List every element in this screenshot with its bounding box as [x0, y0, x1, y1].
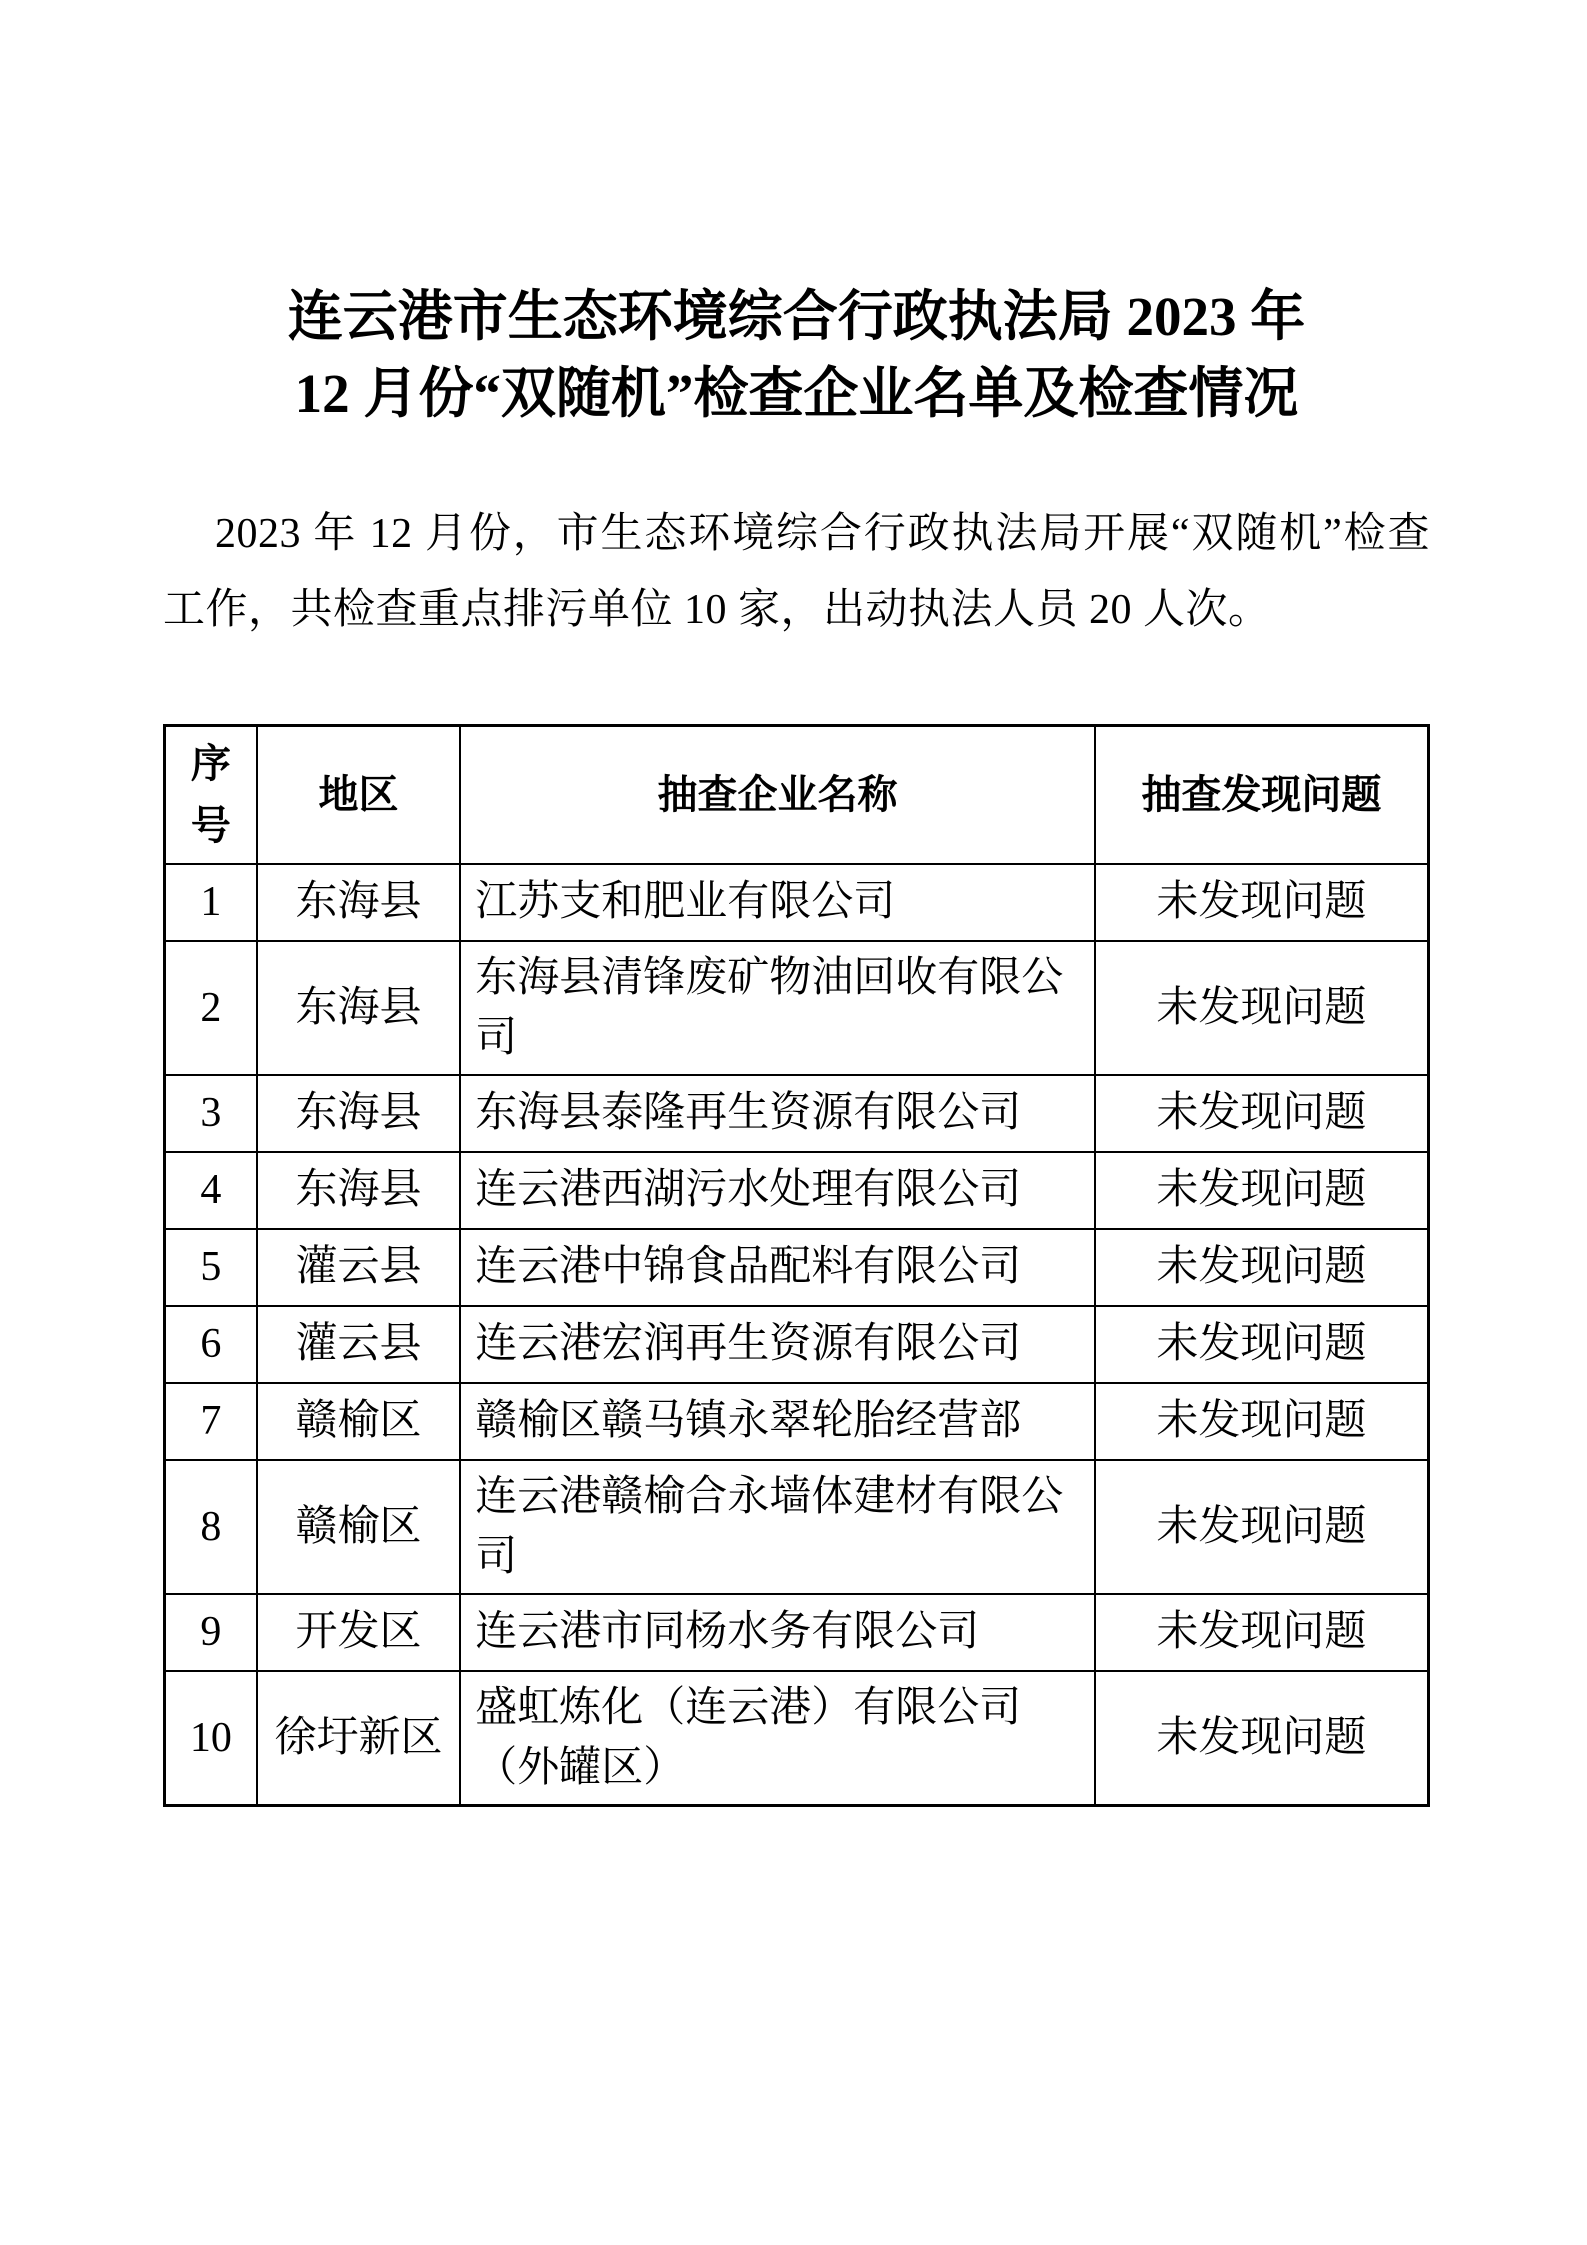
cell-company-name: 盛虹炼化（连云港）有限公司（外罐区） [460, 1671, 1095, 1806]
table-row [165, 1152, 1429, 1229]
cell-inspection-result: 未发现问题 [1095, 1229, 1429, 1306]
cell-serial-number: 4 [165, 1152, 257, 1229]
intro-paragraph: 2023 年 12 月份，市生态环境综合行政执法局开展“双随机”检查工作，共检查重点排污单位 10 家，出动执法人员 20 人次。 [163, 511, 1430, 633]
cell-serial-number: 1 [165, 864, 257, 941]
table-row [165, 1075, 1429, 1152]
cell-region: 灌云县 [257, 1229, 461, 1306]
header-company-name: 抽查企业名称 [460, 726, 1095, 864]
cell-inspection-result: 未发现问题 [1095, 1460, 1429, 1594]
cell-company-name: 连云港市同杨水务有限公司 [460, 1594, 1095, 1671]
cell-region: 徐圩新区 [257, 1671, 461, 1806]
cell-company-name: 东海县清锋废矿物油回收有限公司 [460, 941, 1095, 1075]
cell-inspection-result: 未发现问题 [1095, 1671, 1429, 1806]
table-row [165, 1460, 1429, 1594]
cell-region: 开发区 [257, 1594, 461, 1671]
header-serial-number: 序号 [165, 726, 257, 864]
cell-serial-number: 10 [165, 1671, 257, 1806]
cell-serial-number: 7 [165, 1383, 257, 1460]
cell-company-name: 连云港西湖污水处理有限公司 [460, 1152, 1095, 1229]
header-inspection-result: 抽查发现问题 [1095, 726, 1429, 864]
cell-company-name: 赣榆区赣马镇永翠轮胎经营部 [460, 1383, 1095, 1460]
cell-company-name: 连云港中锦食品配料有限公司 [460, 1229, 1095, 1306]
table-row [165, 1594, 1429, 1671]
cell-serial-number: 5 [165, 1229, 257, 1306]
cell-region: 东海县 [257, 1152, 461, 1229]
table-row [165, 1671, 1429, 1806]
cell-inspection-result: 未发现问题 [1095, 1383, 1429, 1460]
cell-company-name: 东海县泰隆再生资源有限公司 [460, 1075, 1095, 1152]
cell-inspection-result: 未发现问题 [1095, 941, 1429, 1075]
cell-inspection-result: 未发现问题 [1095, 1306, 1429, 1383]
cell-region: 赣榆区 [257, 1383, 461, 1460]
cell-serial-number: 3 [165, 1075, 257, 1152]
cell-company-name: 连云港宏润再生资源有限公司 [460, 1306, 1095, 1383]
cell-region: 东海县 [257, 941, 461, 1075]
table-row [165, 1229, 1429, 1306]
cell-inspection-result: 未发现问题 [1095, 1152, 1429, 1229]
cell-region: 赣榆区 [257, 1460, 461, 1594]
table-row [165, 1383, 1429, 1460]
cell-serial-number: 2 [165, 941, 257, 1075]
cell-serial-number: 9 [165, 1594, 257, 1671]
cell-serial-number: 6 [165, 1306, 257, 1383]
table-row [165, 864, 1429, 941]
document-title [163, 278, 1430, 432]
cell-company-name: 连云港赣榆合永墙体建材有限公司 [460, 1460, 1095, 1594]
table-row [165, 1306, 1429, 1383]
header-region: 地区 [257, 726, 461, 864]
document-title-line-2: 12 月份“双随机”检查企业名单及检查情况 [294, 363, 1299, 424]
cell-inspection-result: 未发现问题 [1095, 1075, 1429, 1152]
document-title-line-1: 连云港市生态环境综合行政执法局 2023 年 [287, 286, 1306, 347]
cell-serial-number: 8 [165, 1460, 257, 1594]
cell-inspection-result: 未发现问题 [1095, 1594, 1429, 1671]
cell-region: 东海县 [257, 1075, 461, 1152]
table-row [165, 941, 1429, 1075]
inspection-table [163, 724, 1430, 1807]
cell-inspection-result: 未发现问题 [1095, 864, 1429, 941]
cell-region: 东海县 [257, 864, 461, 941]
cell-region: 灌云县 [257, 1306, 461, 1383]
cell-company-name: 江苏支和肥业有限公司 [460, 864, 1095, 941]
table-header-row [165, 726, 1429, 864]
